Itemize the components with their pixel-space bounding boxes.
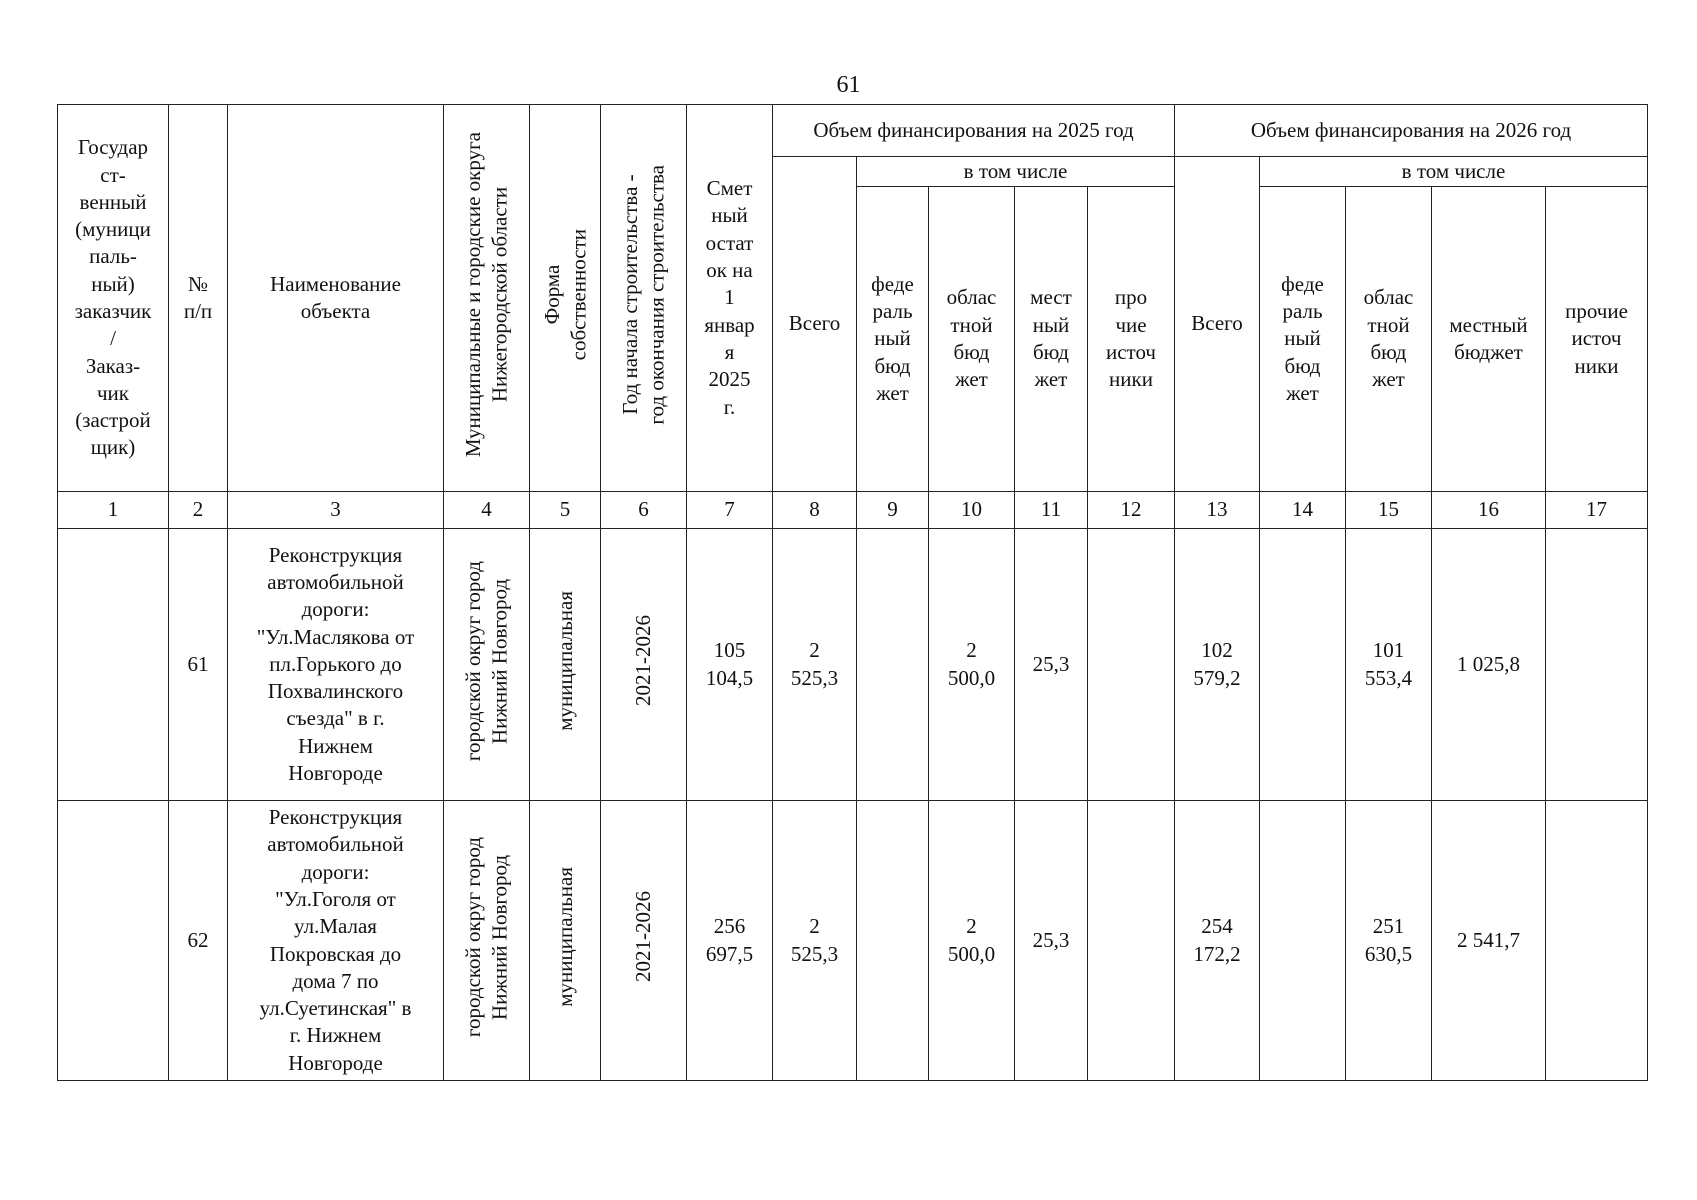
header-local-2026: местный бюджет bbox=[1432, 187, 1546, 492]
header-regional-2026: облас тной бюд жет bbox=[1346, 187, 1432, 492]
row-customer bbox=[58, 801, 169, 1081]
row-years: 2021-2026 bbox=[601, 801, 687, 1081]
header-including-2026: в том числе bbox=[1260, 157, 1648, 187]
header-years: Год начала строительства - год окончания строительства bbox=[601, 105, 687, 492]
header-fin-2025: Объем финансирования на 2025 год bbox=[773, 105, 1175, 157]
header-regional-2025: облас тной бюд жет bbox=[929, 187, 1015, 492]
column-number: 3 bbox=[228, 492, 444, 529]
row-local-2025: 25,3 bbox=[1015, 801, 1088, 1081]
row-remainder: 105 104,5 bbox=[687, 529, 773, 801]
column-number: 12 bbox=[1088, 492, 1175, 529]
row-customer bbox=[58, 529, 169, 801]
header-federal-2025: феде раль ный бюд жет bbox=[857, 187, 929, 492]
row-no: 61 bbox=[169, 529, 228, 801]
header-name: Наименование объекта bbox=[228, 105, 444, 492]
row-total-2026: 254 172,2 bbox=[1175, 801, 1260, 1081]
column-number-row bbox=[58, 492, 1648, 529]
column-number: 14 bbox=[1260, 492, 1346, 529]
column-number: 10 bbox=[929, 492, 1015, 529]
header-customer: Государ ст- венный (муници паль- ный) заказчик / Заказ- чик (застрой щик) bbox=[58, 105, 169, 492]
row-local-2026: 1 025,8 bbox=[1432, 529, 1546, 801]
header-row-1 bbox=[58, 105, 1648, 157]
column-number: 4 bbox=[444, 492, 530, 529]
column-number: 8 bbox=[773, 492, 857, 529]
column-number: 16 bbox=[1432, 492, 1546, 529]
row-regional-2026: 101 553,4 bbox=[1346, 529, 1432, 801]
column-number: 6 bbox=[601, 492, 687, 529]
row-object-name: Реконструкция автомобильной дороги: "Ул.Маслякова от пл.Горького до Похвалинского съезда" в г. Нижнем Новгороде bbox=[228, 529, 444, 801]
row-regional-2026: 251 630,5 bbox=[1346, 801, 1432, 1081]
row-other-2026 bbox=[1546, 801, 1648, 1081]
table-row bbox=[58, 529, 1648, 801]
header-other-2026: прочие источ ники bbox=[1546, 187, 1648, 492]
row-total-2025: 2 525,3 bbox=[773, 529, 857, 801]
row-ownership: муниципальная bbox=[530, 529, 601, 801]
column-number: 7 bbox=[687, 492, 773, 529]
header-local-2025: мест ный бюд жет bbox=[1015, 187, 1088, 492]
header-including-2025: в том числе bbox=[857, 157, 1175, 187]
column-number: 13 bbox=[1175, 492, 1260, 529]
row-local-2025: 25,3 bbox=[1015, 529, 1088, 801]
row-federal-2026 bbox=[1260, 529, 1346, 801]
table-row bbox=[58, 801, 1648, 1081]
header-other-2025: про чие источ ники bbox=[1088, 187, 1175, 492]
investment-table bbox=[57, 104, 1648, 1081]
row-municipality: городской округ город Нижний Новгород bbox=[444, 529, 530, 801]
header-municipality: Муниципальные и городские округа Нижегородской области bbox=[444, 105, 530, 492]
column-number: 5 bbox=[530, 492, 601, 529]
header-no: № п/п bbox=[169, 105, 228, 492]
header-total-2025: Всего bbox=[773, 157, 857, 492]
header-fin-2026: Объем финансирования на 2026 год bbox=[1175, 105, 1648, 157]
column-number: 1 bbox=[58, 492, 169, 529]
column-number: 9 bbox=[857, 492, 929, 529]
row-no: 62 bbox=[169, 801, 228, 1081]
row-other-2025 bbox=[1088, 801, 1175, 1081]
row-total-2026: 102 579,2 bbox=[1175, 529, 1260, 801]
row-federal-2025 bbox=[857, 801, 929, 1081]
row-local-2026: 2 541,7 bbox=[1432, 801, 1546, 1081]
row-total-2025: 2 525,3 bbox=[773, 801, 857, 1081]
header-remainder: Смет ный остат ок на 1 январ я 2025 г. bbox=[687, 105, 773, 492]
column-number: 11 bbox=[1015, 492, 1088, 529]
column-number: 15 bbox=[1346, 492, 1432, 529]
row-remainder: 256 697,5 bbox=[687, 801, 773, 1081]
row-municipality: городской округ город Нижний Новгород bbox=[444, 801, 530, 1081]
row-other-2026 bbox=[1546, 529, 1648, 801]
row-regional-2025: 2 500,0 bbox=[929, 801, 1015, 1081]
row-object-name: Реконструкция автомобильной дороги: "Ул.Гоголя от ул.Малая Покровская до дома 7 по ул.Суетинская" в г. Нижнем Новгороде bbox=[228, 801, 444, 1081]
header-ownership: Форма собственности bbox=[530, 105, 601, 492]
row-years: 2021-2026 bbox=[601, 529, 687, 801]
row-regional-2025: 2 500,0 bbox=[929, 529, 1015, 801]
row-federal-2025 bbox=[857, 529, 929, 801]
header-total-2026: Всего bbox=[1175, 157, 1260, 492]
row-other-2025 bbox=[1088, 529, 1175, 801]
column-number: 2 bbox=[169, 492, 228, 529]
row-ownership: муниципальная bbox=[530, 801, 601, 1081]
page-number: 61 bbox=[836, 72, 861, 98]
column-number: 17 bbox=[1546, 492, 1648, 529]
header-federal-2026: феде раль ный бюд жет bbox=[1260, 187, 1346, 492]
row-federal-2026 bbox=[1260, 801, 1346, 1081]
